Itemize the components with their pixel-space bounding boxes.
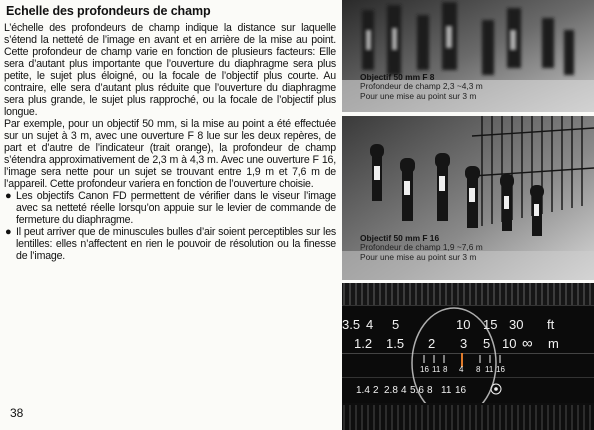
scale-mark: 1.2 xyxy=(354,336,373,351)
scale-mark: ∞ xyxy=(522,335,533,352)
distance-scale-ft xyxy=(342,317,555,332)
bullet-icon: ● xyxy=(5,226,12,238)
scale-mark: 1.5 xyxy=(386,336,405,351)
bullet-icon: ● xyxy=(5,190,12,202)
photo-dof-f8 xyxy=(342,0,594,112)
photo-f16-caption xyxy=(360,234,483,262)
scale-mark: 11 xyxy=(432,365,441,374)
scale-mark: 8 xyxy=(476,365,481,374)
bullet-text: Les objectifs Canon FD permettent de vérifier dans le viseur l’image avec sa netteté réelle lorsqu’on appuie sur le levier de commande de fermeture du diaphragme. xyxy=(16,190,336,226)
scale-mark: m xyxy=(548,336,559,351)
caption-line: Profondeur de champ 1,9 ~7,6 m xyxy=(360,242,483,253)
bullet-item xyxy=(4,226,336,262)
scale-mark: 16 xyxy=(496,365,505,374)
scale-mark: 2 xyxy=(428,336,436,351)
caption-line: Pour une mise au point sur 3 m xyxy=(360,90,477,101)
bullet-text: Il peut arriver que de minuscules bulles d’air soient perceptibles sur les lentilles: elles n’affectent en rien le pouvoir de résolution ou la finesse de l’image. xyxy=(16,226,336,262)
scale-mark: ft xyxy=(547,317,555,332)
aperture-ring xyxy=(356,385,467,396)
paragraph-intro: L’échelle des profondeurs de champ indique la distance sur laquelle s’étend la netteté de l’image en avant et en arrière de la mise au point. Cette profondeur de champ varie en fonction de plusieurs facteurs: Elle sera d’autant plus importante que l’ouverture du diaphragme sera plus petite, le sujet plus éloigné, ou la focale de l’objectif plus courte. Au contraire, elle sera d’autant plus réduite que l’ouverture du diaphragme sera plus grande, le sujet plus rapproché, ou la focale de l’objectif plus longue. xyxy=(4,22,336,118)
dof-scale xyxy=(420,365,505,374)
scale-mark: 10 xyxy=(502,336,517,351)
scale-mark: 16 xyxy=(455,385,467,396)
scale-mark: 8 xyxy=(427,385,433,396)
photo-dof-f16 xyxy=(342,116,594,280)
scale-mark: 5 xyxy=(392,317,400,332)
distance-scale-m xyxy=(354,335,559,352)
caption-line: Pour une mise au point sur 3 m xyxy=(360,251,477,262)
scale-mark: 2.8 xyxy=(384,385,398,396)
scale-mark: 16 xyxy=(420,365,429,374)
scale-mark: 3 xyxy=(460,336,468,351)
page-title: Echelle des profondeurs de champ xyxy=(6,4,211,18)
scale-mark: 5.6 xyxy=(410,385,424,396)
scale-mark: 3.5 xyxy=(342,317,361,332)
scale-mark: 10 xyxy=(456,317,471,332)
photo-f8-caption xyxy=(360,73,483,101)
scale-mark: 4 xyxy=(366,317,374,332)
bullet-item xyxy=(4,190,336,226)
scale-mark: 2 xyxy=(373,385,379,396)
paragraph-example: Par exemple, pour un objectif 50 mm, si la mise au point a été effectuée sur un sujet à 3 m, avec une ouverture F 8 lue sur les deux repères, de part et d’autre de l’indicateur (trait orange), la profondeur de champ s’étendra approximativement de 2,3 m à 4,3 m. Avec une ouverture F 16, l’image sera nette pour un sujet se trouvant entre 1,9 m et 7,6 m de l’appareil. Cette profondeur variera en fonction de l’ouverture choisie. xyxy=(4,118,336,190)
lens-scale-image xyxy=(342,283,594,430)
scale-mark: 30 xyxy=(509,317,524,332)
scale-mark: 1.4 xyxy=(356,385,370,396)
body-text xyxy=(4,22,336,262)
caption-title: Objectif 50 mm F 16 xyxy=(360,233,440,243)
scale-mark: 4 xyxy=(459,365,464,374)
caption-title: Objectif 50 mm F 8 xyxy=(360,72,435,82)
lens-barrel-photo xyxy=(342,283,594,430)
highlight-circle xyxy=(412,308,496,418)
scale-mark: 8 xyxy=(443,365,448,374)
page-number: 38 xyxy=(10,406,24,420)
scale-mark: 4 xyxy=(401,385,407,396)
scale-mark: 11 xyxy=(441,385,452,396)
scale-mark: 5 xyxy=(483,336,491,351)
scale-mark: 11 xyxy=(485,365,494,374)
caption-line: Profondeur de champ 2,3 ~4,3 m xyxy=(360,81,483,92)
scale-mark: 15 xyxy=(483,317,498,332)
